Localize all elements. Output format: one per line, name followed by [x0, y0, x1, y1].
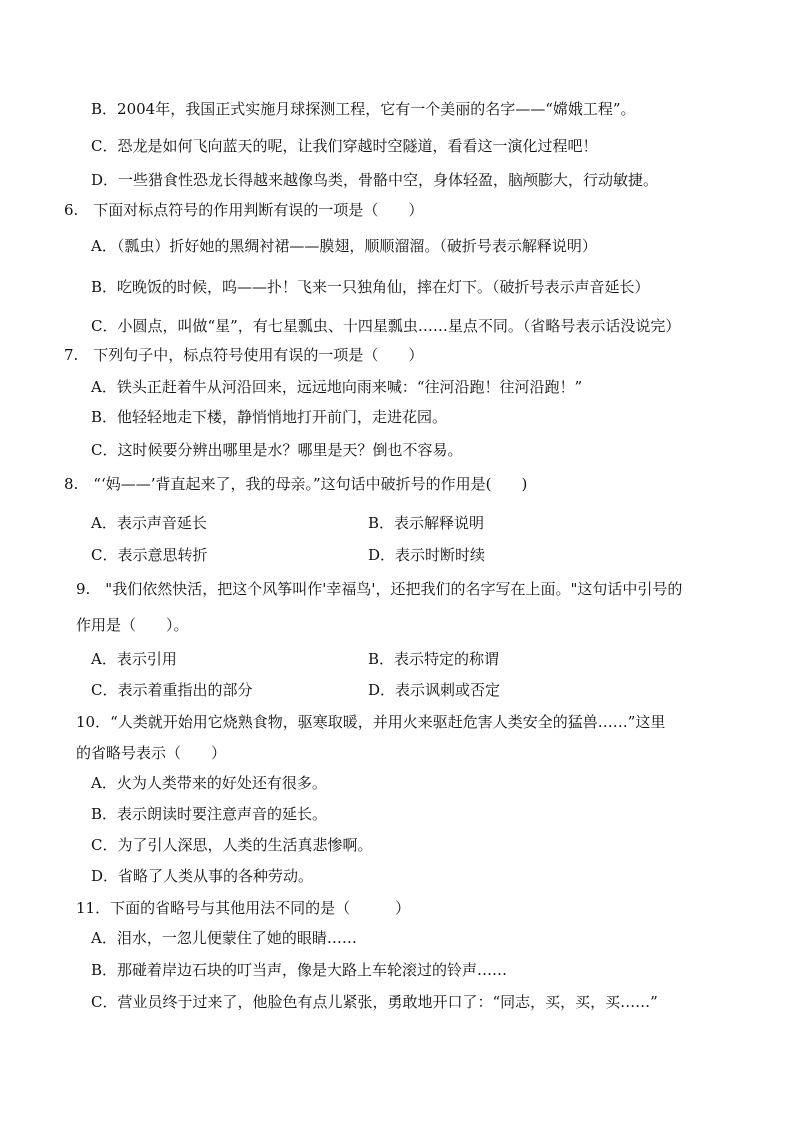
q9-option-c: C．表示着重指出的部分 — [91, 681, 253, 699]
q7-option-a: A．铁头正赶着牛从河沿回来，远远地向雨来喊：“往河沿跑！往河沿跑！” — [91, 378, 583, 396]
q6-option-b: B．吃晚饭的时候，呜——扑！飞来一只独角仙，摔在灯下。（破折号表示声音延长） — [91, 278, 650, 296]
q9-option-d: D．表示讽刺或否定 — [368, 681, 501, 699]
q10-stem-line1: 10．“人类就开始用它烧熟食物，驱寒取暖，并用火来驱赶危害人类安全的猛兽……”这里 — [76, 713, 666, 731]
q8-stem: 8. “‘妈——’背直起来了，我的母亲。”这句话中破折号的作用是( ) — [64, 475, 528, 493]
q8-option-a: A．表示声音延长 — [91, 514, 207, 532]
q9-stem-line2: 作用是（ ）。 — [76, 616, 189, 634]
q10-option-a: A．火为人类带来的好处还有很多。 — [91, 774, 327, 792]
q10-stem-line2: 的省略号表示（ ） — [76, 744, 227, 762]
q6-stem: 6. 下面对标点符号的作用判断有误的一项是（ ） — [64, 201, 424, 219]
q10-option-b: B．表示朗读时要注意声音的延长。 — [91, 805, 328, 823]
q11-stem: 11．下面的省略号与其他用法不同的是（ ） — [76, 899, 411, 917]
q5-option-b: B．2004年，我国正式实施月球探测工程，它有一个美丽的名字——“嫦娥工程”。 — [91, 100, 636, 118]
q11-option-b: B．那碰着岸边石块的叮当声，像是大路上车轮滚过的铃声…… — [91, 961, 508, 979]
q11-option-a: A．泪水，一忽儿便蒙住了她的眼睛…… — [91, 929, 357, 947]
q8-option-c: C．表示意思转折 — [91, 546, 208, 564]
q10-option-d: D．省略了人类从事的各种劳动。 — [91, 867, 314, 885]
q9-option-a: A．表示引用 — [91, 650, 177, 668]
q11-option-c: C．营业员终于过来了，他脸色有点儿紧张，勇敢地开口了：“同志，买，买，买……” — [91, 993, 658, 1011]
q6-option-a: A．（瓢虫）折好她的黑绸衬裙——膜翅，顺顺溜溜。（破折号表示解释说明） — [91, 237, 597, 255]
q9-option-b: B．表示特定的称谓 — [368, 650, 500, 668]
q10-option-c: C．为了引人深思，人类的生活真悲惨啊。 — [91, 836, 373, 854]
q5-option-c: C．恐龙是如何飞向蓝天的呢，让我们穿越时空隧道，看看这一演化过程吧！ — [91, 137, 598, 155]
q5-option-d: D．一些猎食性恐龙长得越来越像鸟类，骨骼中空，身体轻盈，脑颅膨大，行动敏捷。 — [91, 171, 659, 189]
q8-option-b: B．表示解释说明 — [368, 514, 485, 532]
q7-option-c: C．这时候要分辨出哪里是水？哪里是天？倒也不容易。 — [91, 441, 463, 459]
q6-option-c: C．小圆点，叫做“星”，有七星瓢虫、十四星瓢虫……星点不同。（省略号表示话没说完） — [91, 317, 681, 335]
q7-stem: 7. 下列句子中，标点符号使用有误的一项是（ ） — [64, 346, 424, 364]
q8-option-d: D．表示时断时续 — [368, 546, 486, 564]
q9-stem-line1: 9. "我们依然快活，把这个风筝叫作'幸福鸟'，还把我们的名字写在上面。"这句话中引号的 — [76, 580, 683, 598]
q7-option-b: B．他轻轻地走下楼，静悄悄地打开前门，走进花园。 — [91, 408, 448, 426]
